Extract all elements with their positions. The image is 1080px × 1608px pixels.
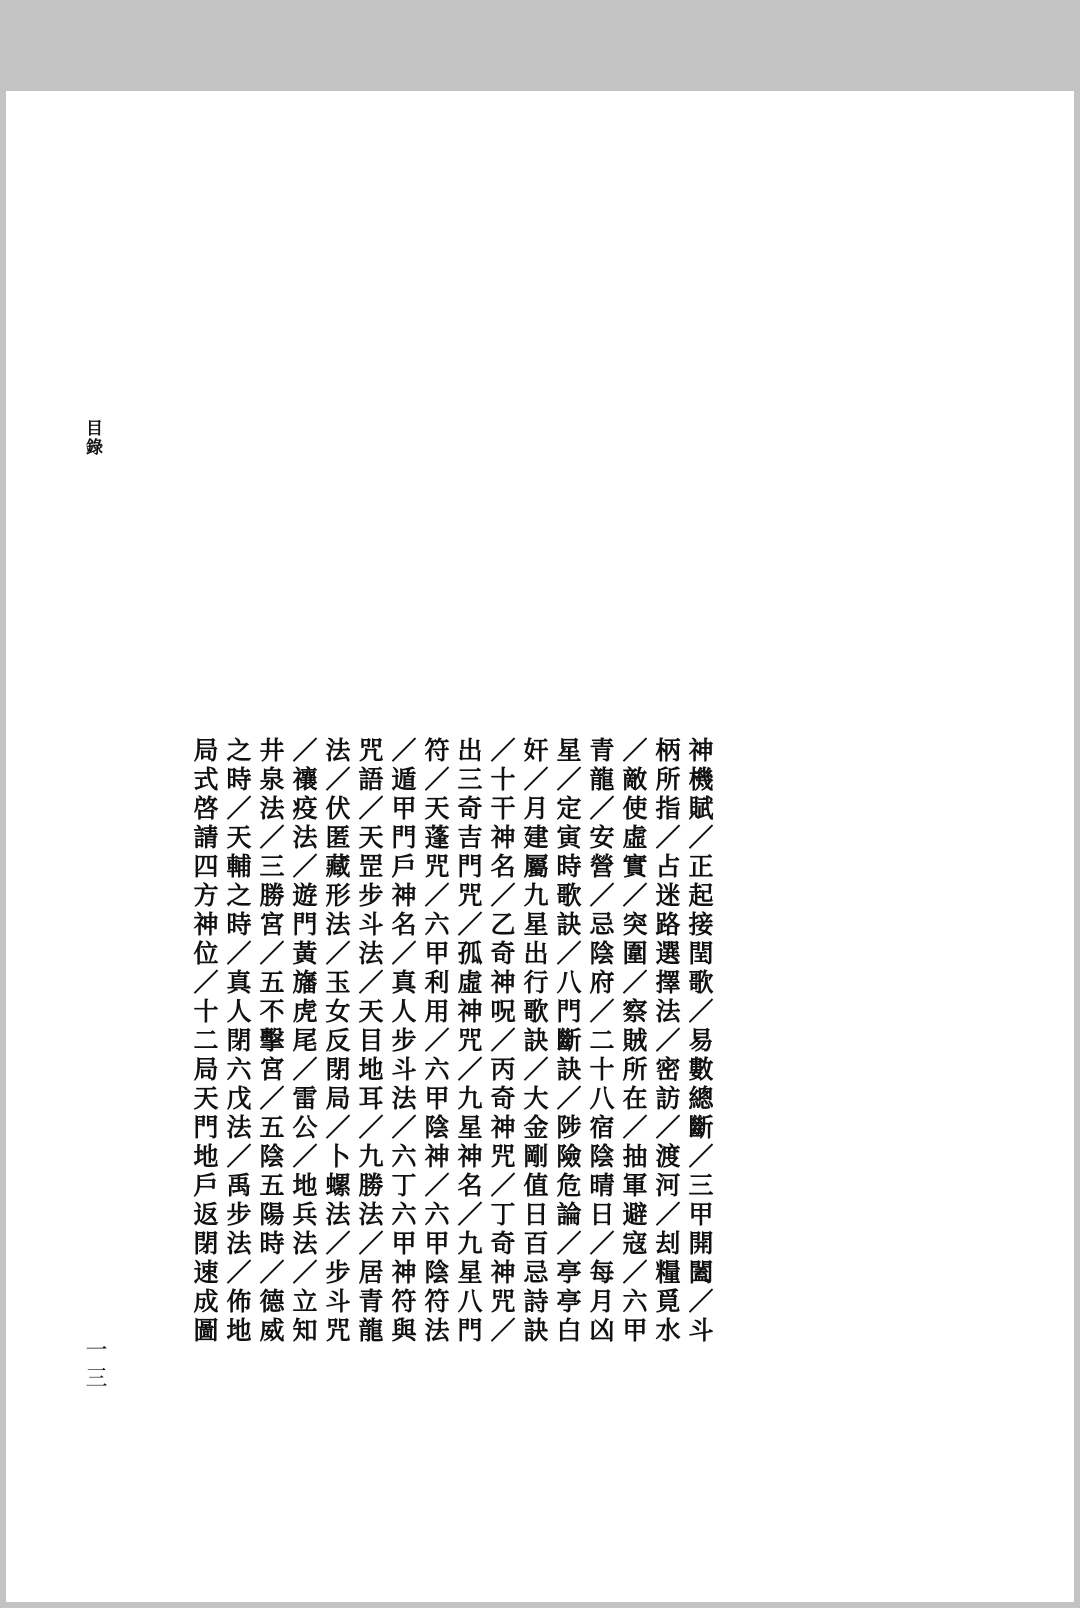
text-column-5: 星／定寅時歌訣／八門斷訣／陟險危論／亭亭白 [553, 737, 582, 1346]
text-column-3: ／敵使虛實／突圍／察賊所在／抽軍避寇／六甲 [619, 737, 648, 1346]
text-column-8: 出三奇吉門咒／孤虛神咒／九星神名／九星八門 [454, 737, 483, 1346]
text-column-1: 神機賦／正起接閏歌／易數總斷／三甲開闔／斗 [685, 737, 714, 1346]
text-column-7: ／十干神名／乙奇神呪／丙奇神咒／丁奇神咒／ [487, 737, 516, 1346]
margin-title: 目錄 [82, 419, 102, 457]
text-column-2: 柄所指／占迷路選擇法／密訪／渡河／刦糧覓水 [652, 737, 681, 1346]
text-column-10: ／遁甲門戶神名／真人步斗法／六丁六甲神符與 [388, 737, 417, 1346]
page-number: 一三 [82, 1338, 107, 1394]
text-column-11: 咒語／天罡步斗法／天目地耳／九勝法／居青龍 [355, 737, 384, 1346]
text-column-16: 局式啓請四方神位／十二局天門地戶返閉速成圖 [190, 737, 219, 1346]
text-column-13: ／禳疫法／遊門黃旛虎尾／雷公／地兵法／立知 [289, 737, 318, 1346]
text-column-9: 符／天蓬咒／六甲利用／六甲陰神／六甲陰符法 [421, 737, 450, 1346]
text-column-14: 井泉法／三勝宮／五不擊宮／五陰五陽時／德威 [256, 737, 285, 1346]
table-of-contents-text [188, 737, 716, 1346]
document-page [6, 91, 1074, 1602]
text-column-4: 青龍／安營／忌陰府／二十八宿陰晴日／每月凶 [586, 737, 615, 1346]
text-column-12: 法／伏匿藏形法／玉女反閉局／卜螺法／步斗咒 [322, 737, 351, 1346]
text-column-15: 之時／天輔之時／真人閉六戊法／禹步法／佈地 [223, 737, 252, 1346]
text-column-6: 奸／月建屬九星出行歌訣／大金剛值日百忌詩訣 [520, 737, 549, 1346]
